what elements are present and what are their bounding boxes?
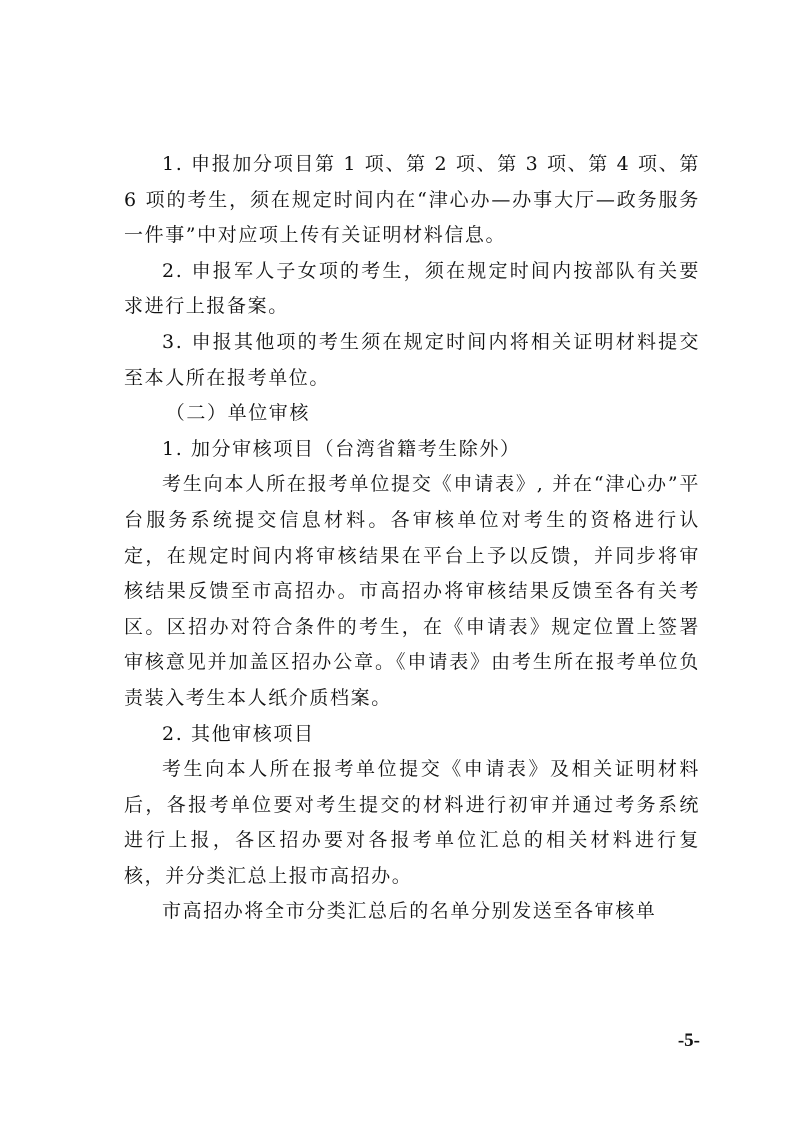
paragraph-item-3: 3. 申报其他项的考生须在规定时间内将相关证明材料提交至本人所在报考单位。 [124,330,700,389]
document-body [124,147,700,930]
subheading-other-review-items: 2. 其他审核项目 [162,722,315,745]
paragraph-other-review: 考生向本人所在报考单位提交《申请表》及相关证明材料后，各报考单位要对考生提交的材料进行初审并通过考务系统进行上报，各区招办要对各报考单位汇总的相关材料进行复核，并分类汇总上报市高招办。 [124,758,700,887]
paragraph-bonus-review: 考生向本人所在报考单位提交《申请表》, 并在“津心办”平台服务系统提交信息材料。各审核单位对考生的资格进行认定，在规定时间内将审核结果在平台上予以反馈，并同步将审核结果反馈至市高招办。市高招办将审核结果反馈至各有关考区。区招办对符合条件的考生，在《申请表》规定位置上签署审核意见并加盖区招办公章。《申请表》由考生所在报考单位负责装入考生本人纸介质档案。 [124,473,700,709]
paragraph-item-1: 1. 申报加分项目第 1 项、第 2 项、第 3 项、第 4 项、第 6 项的考生，须在规定时间内在“津心办—办事大厅—政务服务一件事”中对应项上传有关证明材料信息。 [124,153,700,247]
paragraph-item-2: 2. 申报军人子女项的考生，须在规定时间内按部队有关要求进行上报备案。 [124,259,700,318]
page-number: -5- [677,1030,700,1051]
section-heading-unit-review: （二）单位审核 [165,402,310,425]
paragraph-city-office: 市高招办将全市分类汇总后的名单分别发送至各审核单 [162,900,657,923]
subheading-bonus-review-items: 1. 加分审核项目（台湾省籍考生除外） [162,437,521,460]
